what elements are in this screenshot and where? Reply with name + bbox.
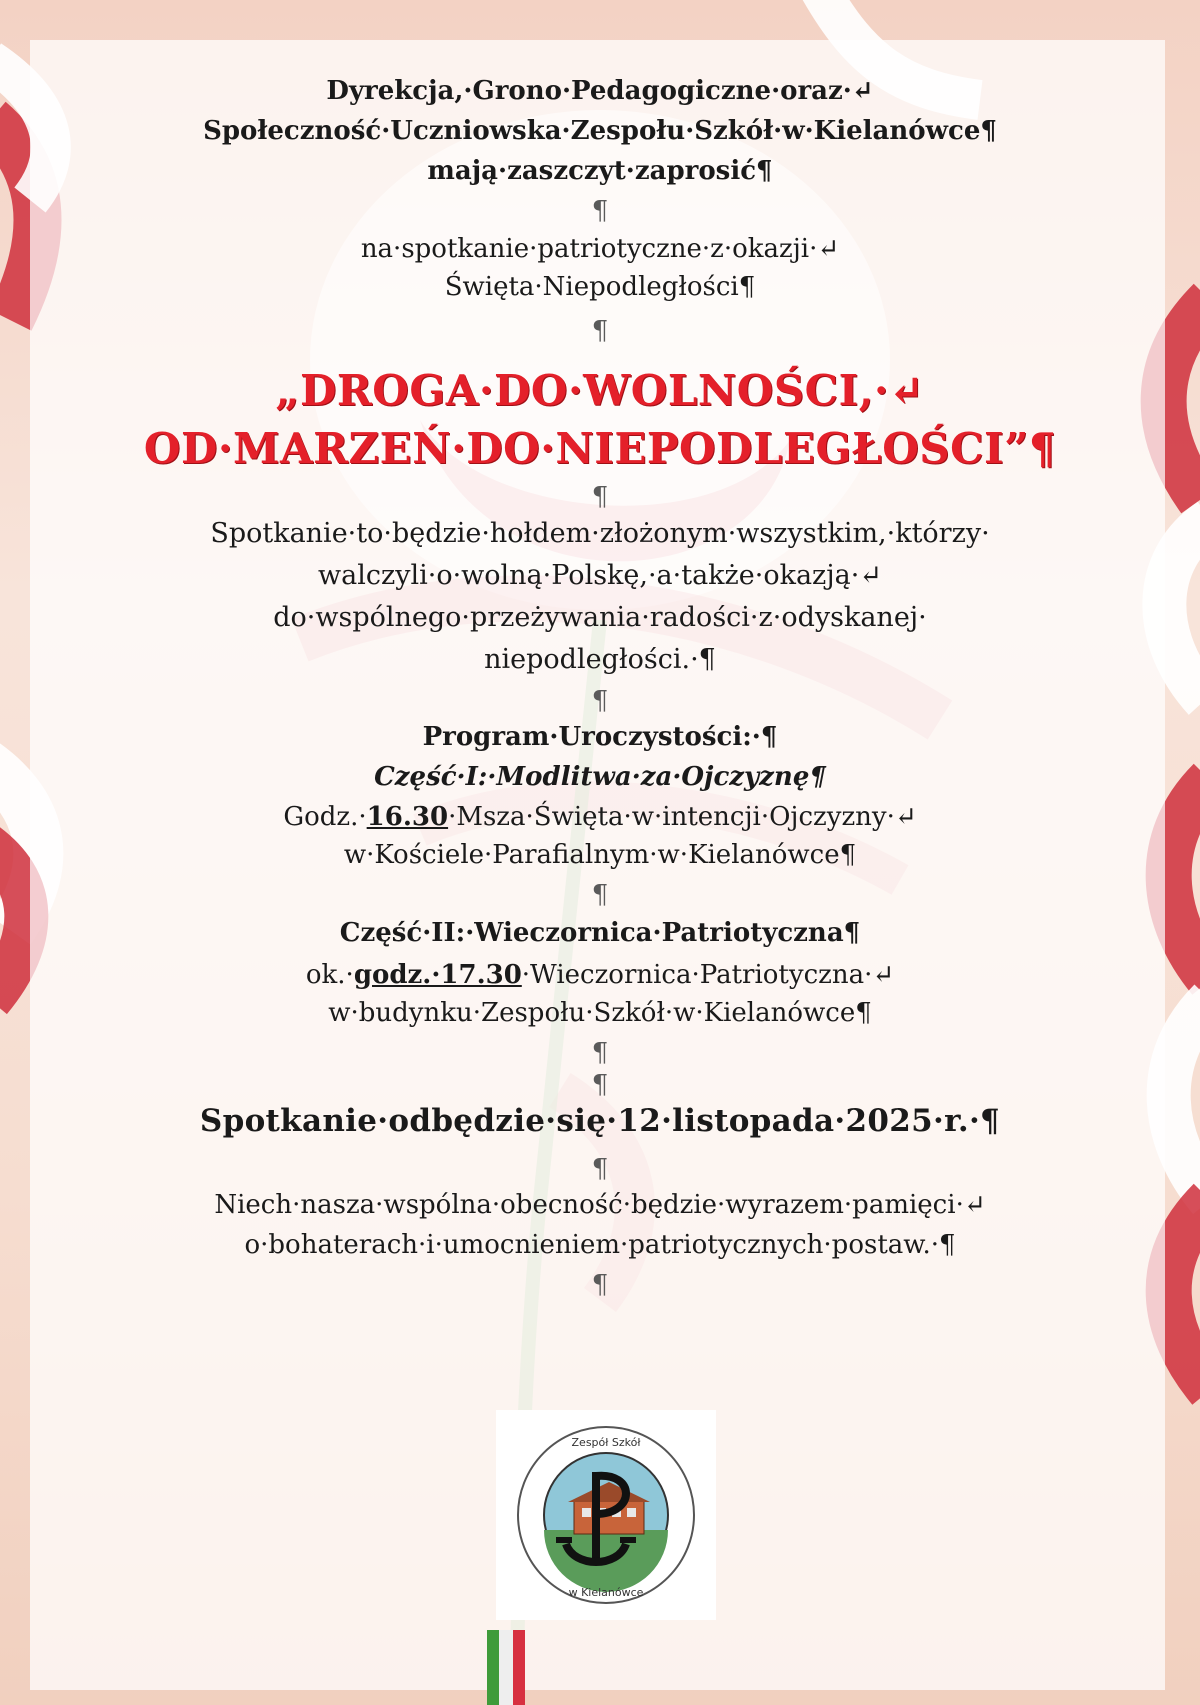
paragraph-mark: ¶ bbox=[591, 880, 609, 910]
paragraph-mark: ¶ bbox=[591, 1070, 609, 1100]
program-part1-time bbox=[0, 804, 1200, 830]
program-part1-title: Część·I:·Modlitwa·za·Ojczyznę¶ bbox=[374, 762, 826, 792]
paragraph-mark: ¶ bbox=[591, 686, 609, 716]
paragraph-mark: ¶ bbox=[591, 1154, 609, 1184]
invite-line-1: na·spotkanie·patriotyczne·z·okazji·↵ bbox=[360, 234, 840, 264]
header-line-2: Społeczność·Uczniowska·Zespołu·Szkół·w·Kielanówce¶ bbox=[203, 116, 997, 146]
part2-time: godz.·17.30 bbox=[353, 960, 522, 990]
closing-line-1: Niech·nasza·wspólna·obecność·będzie·wyrazem·pamięci·↵ bbox=[214, 1190, 986, 1220]
part2-time-suffix: ·Wieczornica·Patriotyczna·↵ bbox=[521, 960, 895, 990]
header-line-1: Dyrekcja,·Grono·Pedagogiczne·oraz·↵ bbox=[326, 76, 874, 106]
school-emblem-icon bbox=[496, 1410, 716, 1620]
description-line-3: do·wspólnego·przeżywania·radości·z·odyskanej· bbox=[273, 602, 927, 633]
part2-time-prefix: ok.· bbox=[305, 960, 354, 990]
event-date-line: Spotkanie·odbędzie·się·12·listopada·2025·r.·¶ bbox=[199, 1103, 1001, 1139]
closing-line-2: o·bohaterach·i·umocnieniem·patriotycznych·postaw.·¶ bbox=[244, 1230, 956, 1260]
description-line-2: walczyli·o·wolną·Polskę,·a·także·okazją·↵ bbox=[318, 560, 882, 591]
part1-time-prefix: Godz.· bbox=[283, 802, 367, 832]
part1-time: 16.30 bbox=[366, 802, 449, 832]
invite-line-2: Święta·Niepodległości¶ bbox=[444, 272, 756, 302]
event-title-line-1: „DROGA·DO·WOLNOŚCI,·↵ bbox=[275, 366, 925, 415]
logo-top-text: Zespół Szkół bbox=[571, 1436, 641, 1449]
paragraph-mark: ¶ bbox=[591, 1270, 609, 1300]
paragraph-mark: ¶ bbox=[591, 196, 609, 226]
paragraph-mark: ¶ bbox=[591, 1038, 609, 1068]
event-title-line-2: OD·MARZEŃ·DO·NIEPODLEGŁOŚCI”¶ bbox=[143, 424, 1057, 473]
program-part2-time bbox=[0, 962, 1200, 988]
school-logo bbox=[496, 1410, 716, 1620]
paragraph-mark: ¶ bbox=[591, 316, 609, 346]
program-part1-place: w·Kościele·Parafialnym·w·Kielanówce¶ bbox=[343, 840, 857, 870]
description-line-1: Spotkanie·to·będzie·hołdem·złożonym·wszystkim,·którzy· bbox=[210, 518, 990, 549]
paragraph-mark: ¶ bbox=[591, 482, 609, 512]
program-part2-place: w·budynku·Zespołu·Szkół·w·Kielanówce¶ bbox=[328, 998, 872, 1028]
description-line-4: niepodległości.·¶ bbox=[484, 644, 716, 675]
program-part2-title: Część·II:·Wieczornica·Patriotyczna¶ bbox=[339, 918, 861, 948]
part1-time-suffix: ·Msza·Święta·w·intencji·Ojczyzny·↵ bbox=[448, 802, 917, 832]
header-line-3: mają·zaszczyt·zaprosić¶ bbox=[427, 156, 773, 186]
program-heading: Program·Uroczystości:·¶ bbox=[422, 722, 778, 752]
logo-bottom-text: w Kielanówce bbox=[568, 1586, 644, 1599]
